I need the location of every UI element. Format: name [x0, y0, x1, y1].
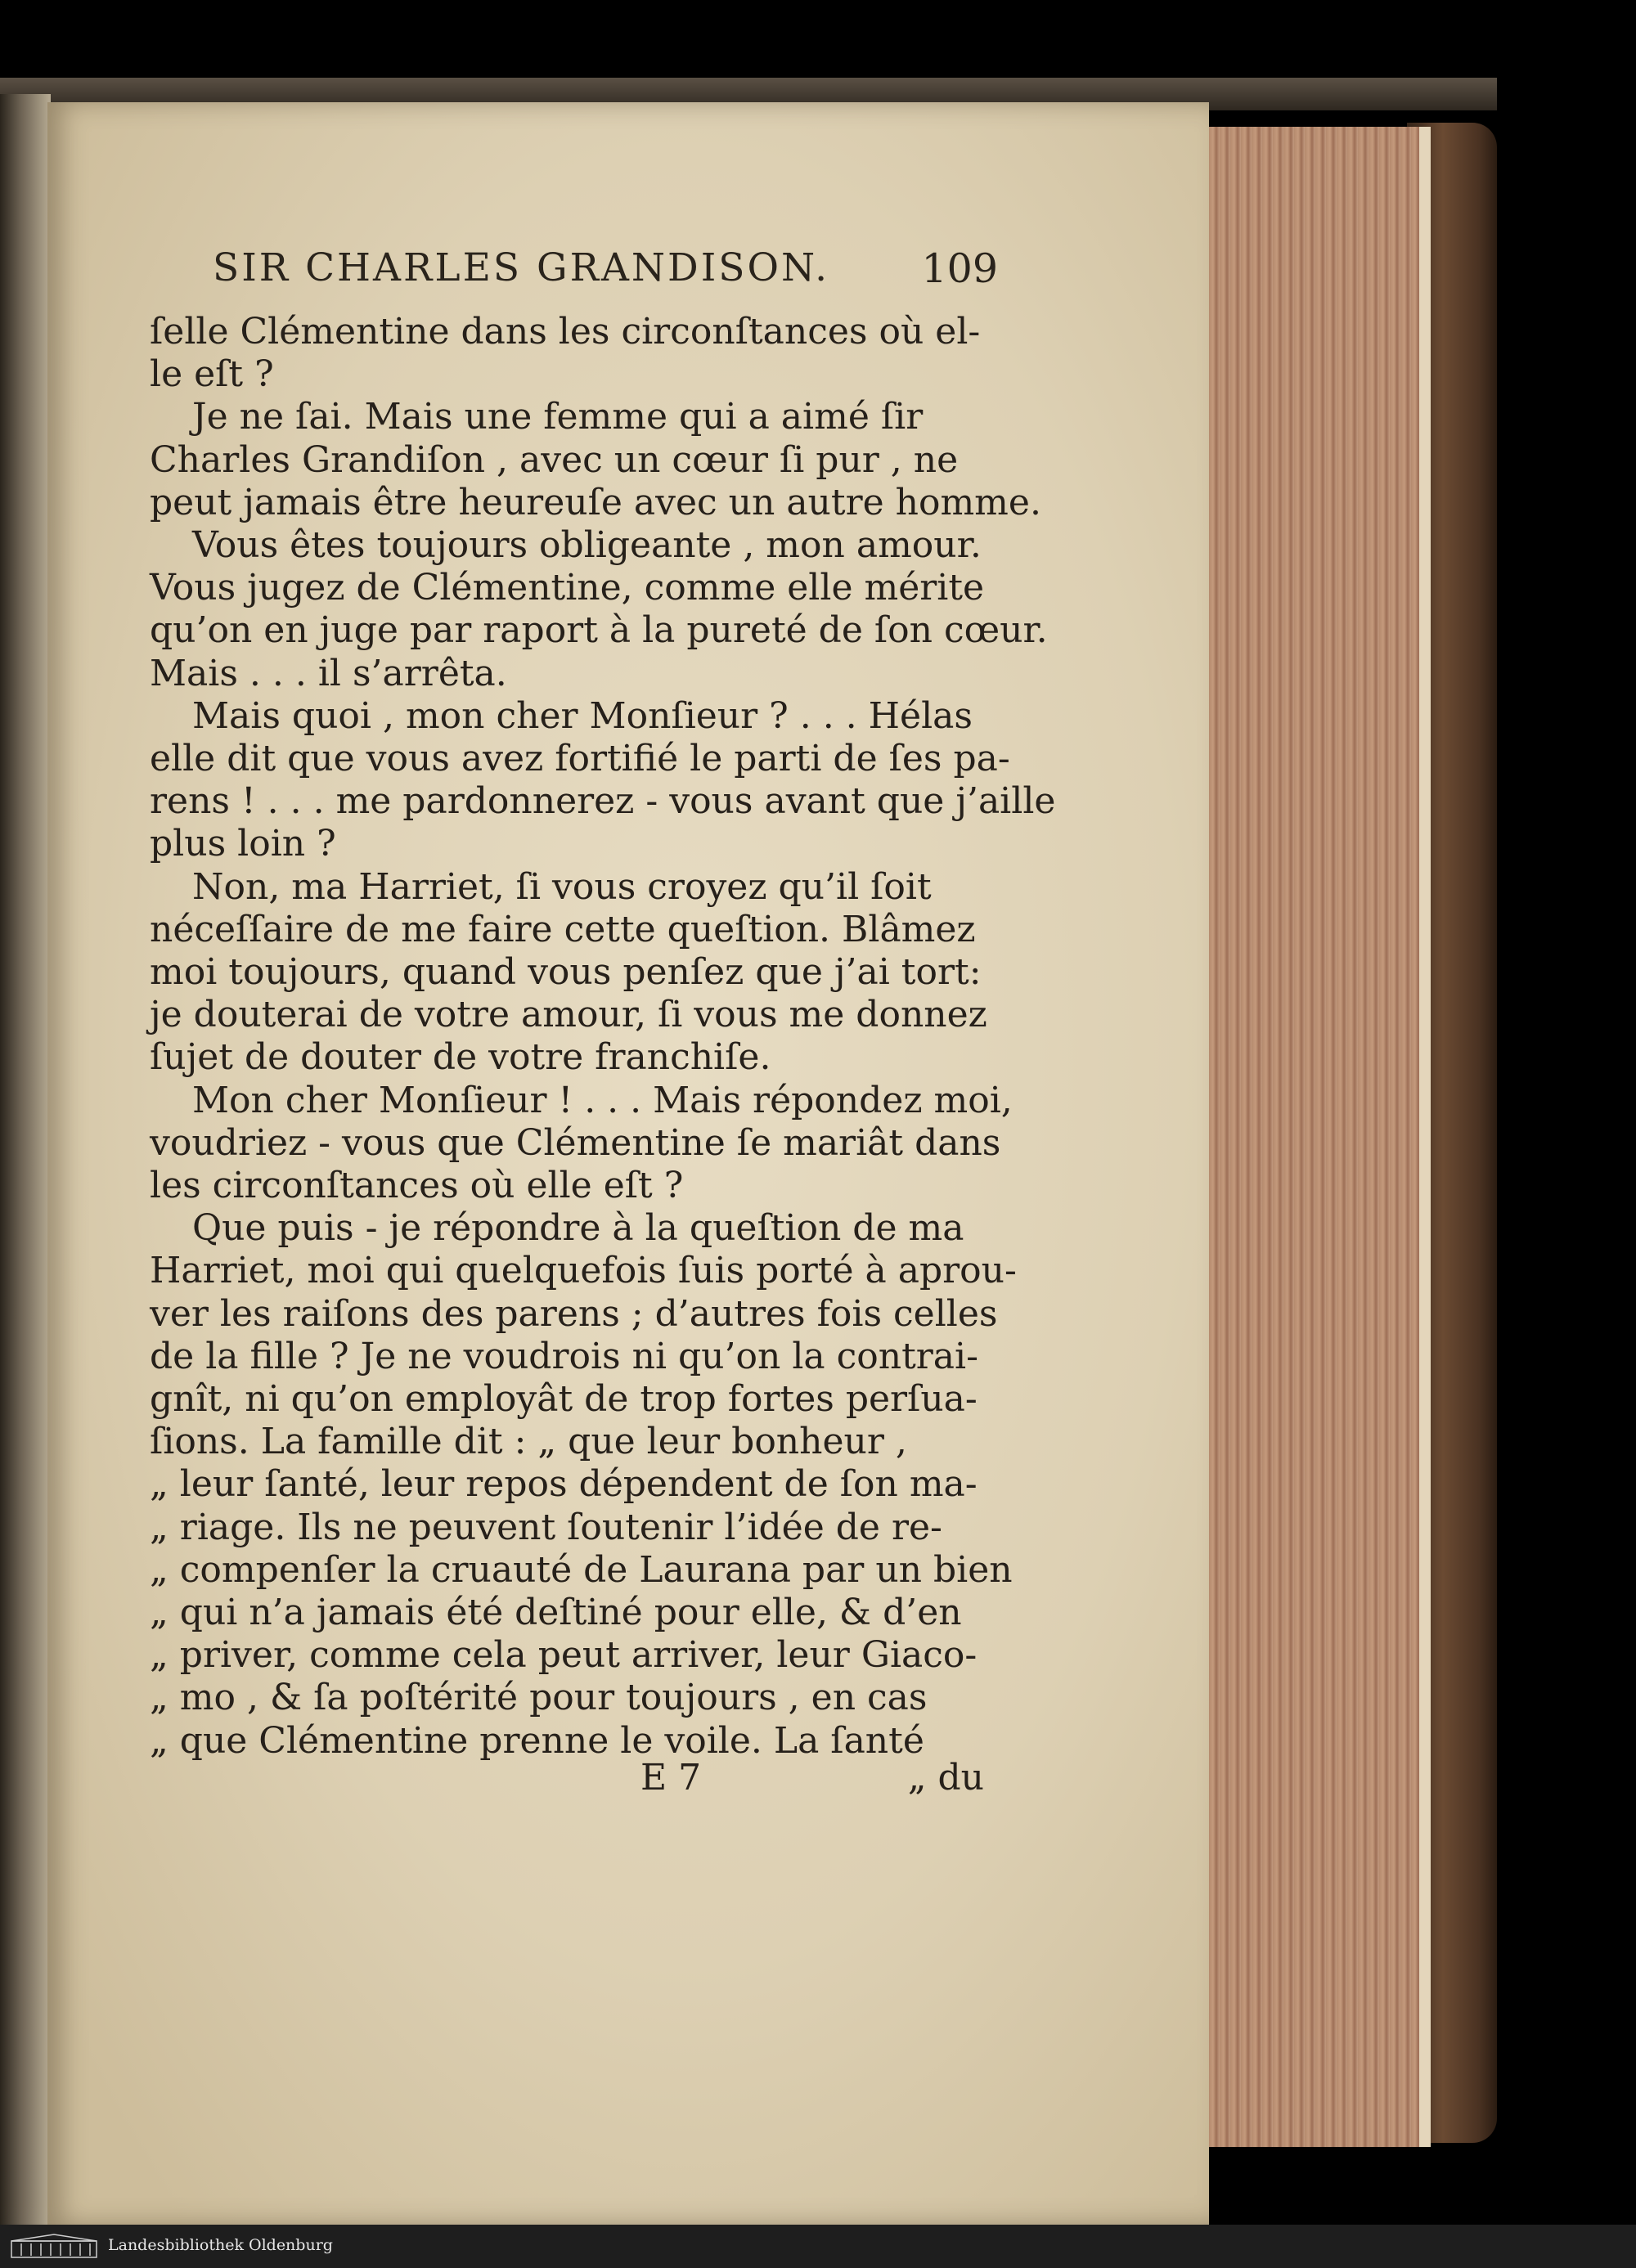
text-line: ſions. La famille dit : „ que leur bonheur , — [150, 1421, 907, 1462]
page-number: 109 — [921, 245, 998, 292]
text-line: „ leur ſanté, leur repos dépendent de ſon ma- — [150, 1463, 978, 1505]
text-line: „ qui n’a jamais été deſtiné pour elle, & d’en — [150, 1592, 962, 1633]
text-line: je douterai de votre amour, ſi vous me donnez — [150, 994, 987, 1035]
text-line: „ mo , & ſa poſtérité pour toujours , en cas — [150, 1677, 928, 1718]
text-line: de la fille ? Je ne voudrois ni qu’on la contrai- — [150, 1336, 978, 1377]
text-line: Mais quoi , mon cher Monſieur ? . . . Hélas — [192, 695, 973, 737]
library-bar — [0, 2225, 1636, 2268]
text-line: Charles Grandiſon , avec un cœur ſi pur , ne — [150, 439, 959, 481]
text-line: ſujet de douter de votre franchiſe. — [150, 1036, 771, 1078]
text-line: Que puis - je répondre à la queſtion de ma — [192, 1207, 964, 1249]
library-building-icon — [10, 2233, 98, 2259]
text-line: ver les raiſons des parens ; d’autres fois celles — [150, 1293, 998, 1335]
text-line: les circonſtances où elle eſt ? — [150, 1165, 684, 1206]
running-title: SIR CHARLES GRANDISON. — [213, 245, 830, 290]
text-line: le eſt ? — [150, 353, 274, 395]
text-line: Vous jugez de Clémentine, comme elle mérite — [150, 567, 985, 609]
text-line: néceſſaire de me faire cette queſtion. Blâmez — [150, 909, 976, 950]
left-page-edge — [0, 94, 51, 2225]
signature-mark: E 7 — [640, 1757, 702, 1799]
text-line: „ compenſer la cruauté de Laurana par un bien — [150, 1549, 1013, 1591]
text-line: peut jamais être heureuſe avec un autre homme. — [150, 482, 1041, 523]
text-line: Je ne ſai. Mais une femme qui a aimé ſir — [192, 396, 924, 438]
text-line: Vous êtes toujours obligeante , mon amour. — [192, 524, 982, 566]
text-line: „ priver, comme cela peut arriver, leur Giaco- — [150, 1634, 978, 1676]
page-footer — [150, 1757, 984, 1803]
text-line: Non, ma Harriet, ſi vous croyez qu’il ſoit — [192, 866, 932, 908]
text-line: Mais . . . il s’arrêta. — [150, 653, 507, 694]
text-line: ſelle Clémentine dans les circonſtances où el- — [150, 311, 981, 353]
text-line: Harriet, moi qui quelquefois ſuis porté à aprou- — [150, 1250, 1017, 1291]
text-line: moi toujours, quand vous penſez que j’ai tort: — [150, 951, 982, 993]
text-line: rens ! . . . me pardonnerez - vous avant que j’aille — [150, 780, 1056, 822]
text-line: Mon cher Monſieur ! . . . Mais répondez moi, — [192, 1080, 1013, 1121]
page-fore-edge — [1198, 127, 1431, 2147]
text-line: voudriez - vous que Clémentine ſe mariât dans — [150, 1122, 1001, 1164]
text-line: „ que Clémentine prenne le voile. La ſanté — [150, 1720, 924, 1762]
text-line: plus loin ? — [150, 823, 336, 865]
text-line: qu’on en juge par raport à la pureté de ſon cœur. — [150, 609, 1048, 651]
text-line: „ riage. Ils ne peuvent ſoutenir l’idée de re- — [150, 1507, 942, 1548]
library-label: Landesbibliothek Oldenburg — [108, 2236, 333, 2254]
text-line: gnît, ni qu’on employât de trop fortes perſua- — [150, 1378, 978, 1420]
catchword: „ du — [907, 1757, 984, 1799]
text-line: elle dit que vous avez fortifié le parti de ſes pa- — [150, 738, 1010, 779]
running-header — [213, 245, 998, 294]
